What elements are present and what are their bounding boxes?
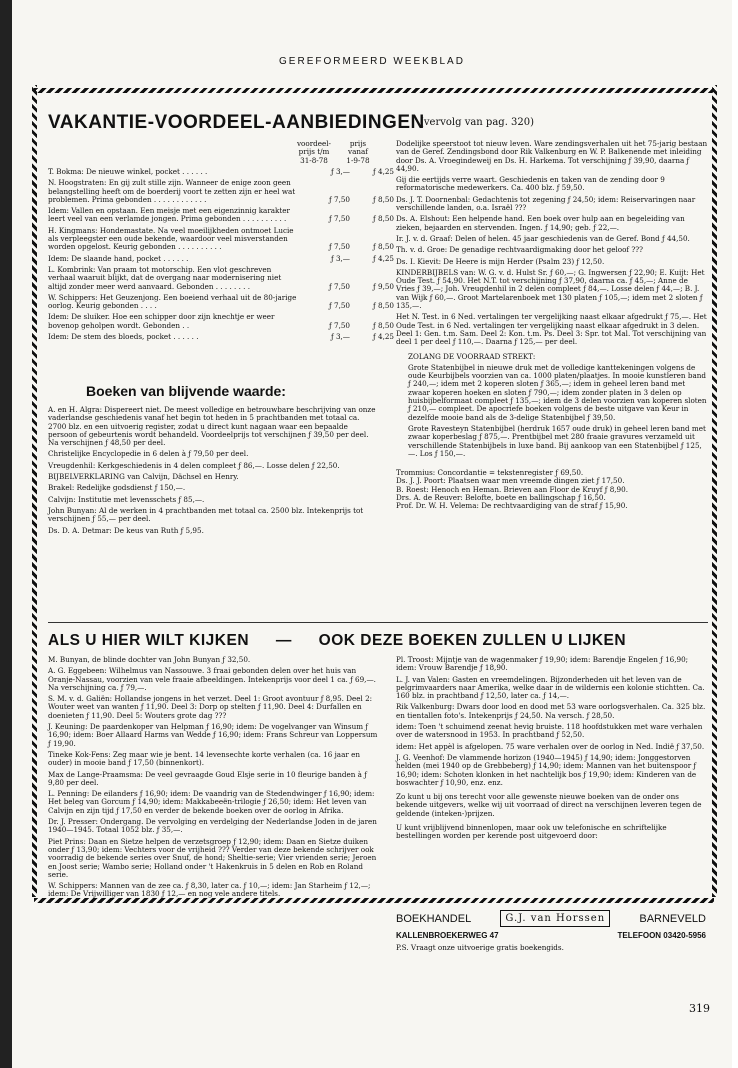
regular-price: ƒ 8,50 [373, 214, 394, 224]
offer-item [48, 266, 398, 291]
offer-price: ƒ 3,— [331, 332, 350, 342]
store-label: BOEKHANDEL [396, 912, 472, 925]
book-entry: Christelijke Encyclopedie in 6 delen à ƒ 79,50 per deel. [48, 449, 249, 459]
running-header: GEREFORMEERD WEEKBLAD [279, 56, 465, 67]
book-entry: Calvijn: Institutie met levensschets ƒ 85,—. [48, 494, 205, 504]
book-entry: Piet Prins: Daan en Sietze helpen de verzetsgroep ƒ 12,90; idem: Daan en Sietze duiken onder ƒ 13,90; idem: Vechters voor de vrijheid ??? Verder van deze bekende schrijver ook voorradig de bekende series over Snuf, de hond; Sheltie-serie; Vier vrienden serie; Jeroen en Joost serie; Wambo serie; Holland onder 't Hakenkruis in 5 delen en Rob en Roland serie. [48, 836, 377, 879]
book-entry: Tineke Kok-Fens: Zeg maar wie je bent. 14 levensechte korte verhalen (ca. 16 jaar en ouder) in mooie band ƒ 17,50 (binnenkort). [48, 749, 360, 768]
book-entry: L. J. van Valen: Gasten en vreemdelingen. Bijzonderheden uit het leven van de pelgrimvaarders naar Amerika, welke daar in de wildernis een kolonie stichtten. Ca. 160 blz. in prachtband ƒ 12,50, later ca. ƒ 14,—. [396, 674, 705, 701]
book-entry: S. M. v. d. Galiën: Hollandse jongens in het verzet. Deel 1: Groot avontuur ƒ 8,95. Deel 2: Wouter weet van wanten ƒ 11,90. Deel 3: Dorp op stelten ƒ 11,90. Deel 4: Durfallen en doenieten ƒ 11,90. Deel 5: Wouters grote dag ??? [48, 694, 373, 720]
price-header-offer: voordeel- prijs t/m 31-8-78 [297, 139, 331, 165]
book-entry: Ir. J. v. d. Graaf: Delen of helen. 45 jaar geschiedenis van de Geref. Bond ƒ 44,50. [396, 233, 690, 243]
book-entry: Max de Lange-Praamsma: De veel gevraagde Goud Elsje serie in 10 fleurige banden à ƒ 9,80 per deel. [48, 769, 367, 787]
page-title: VAKANTIE-VOORDEEL-AANBIEDINGEN [48, 112, 425, 133]
offer-text: W. Schippers: Het Geuzenjong. Een boeiend verhaal uit de 80-jarige oorlog. Keurig gebonden . . . . [48, 292, 297, 311]
stock-entry: Grote Ravesteyn Statenbijbel (herdruk 1657 oude druk) in geheel leren band met zwaar koperbeslag ƒ 875,—. Prentbijbel met 280 fraaie gravures verzameld uit verschillende Statenbijbels in luxe band. Bij aankoop van een Statenbijbel ƒ 125,—. Los ƒ 150,—. [408, 423, 706, 458]
book-entry: M. Bunyan, de blinde dochter van John Bunyan ƒ 32,50. [48, 655, 251, 664]
book-entry: Dr. J. Presser: Ondergang. De vervolging en verdelging der Nederlandse Joden in de jaren 1940—1945. Totaal 1052 blz. ƒ 35,—. [48, 817, 377, 835]
book-entry: Prof. Dr. W. H. Velema: De rechtvaardiging van de straf ƒ 15,90. [396, 501, 628, 511]
store-block [396, 910, 706, 952]
regular-price: ƒ 8,50 [373, 242, 394, 252]
binding-edge [0, 0, 12, 1068]
offer-price: ƒ 7,50 [329, 281, 350, 291]
book-entry: Ds. A. Elshout: Een helpende hand. Een boek over hulp aan en begeleiding van zieken, bejaarden en stervenden. Ingen. ƒ 14,90; geb. ƒ 22,—. [396, 214, 685, 232]
offer-item [48, 313, 398, 330]
section-heading-lasting: Boeken van blijvende waarde: [86, 383, 286, 399]
big-heading: ALS U HIER WILT KIJKEN — OOK DEZE BOEKEN ZULLEN U LIJKEN [48, 632, 627, 649]
stock-heading: ZOLANG DE VOORRAAD STREKT: [408, 351, 536, 361]
book-entry: Rik Valkenburg: Dwars door lood en dood met 53 ware oorlogsverhalen. Ca. 325 blz. en tientallen foto's. Intekenprijs ƒ 24,50. Na versch. ƒ 28,50. [396, 702, 706, 720]
page-number: 319 [689, 1002, 710, 1015]
book-entry: Gij die eertijds verre waart. Geschiedenis en taken van de zending door 9 reformatorische medewerkers. Ca. 400 blz. ƒ 59,50. [396, 175, 665, 193]
offer-price: ƒ 3,— [331, 167, 350, 176]
book-entry: Het N. Test. in 6 Ned. vertalingen ter vergelijking naast elkaar afgedrukt ƒ 75,—. Het Oude Test. in 6 Ned. vertalingen ter vergelijking naast elkaar afgedrukt in 3 delen. Deel 1: Gen. t.m. Sam. Deel 2: Kon. t.m. Ps. Deel 3: Spr. tot Mal. Tot verschijning van deel 1 per deel ƒ 110,—. Daarna ƒ 125,— per deel. [396, 312, 707, 347]
offer-price: ƒ 3,— [331, 253, 350, 263]
regular-price: ƒ 4,25 [373, 167, 394, 176]
book-entry: J. G. Veenhof: De vlammende horizon (1940—1945) ƒ 14,90; idem: Jonggestorven helden (mei 1940 op de Grebbeberg) ƒ 14,90; idem: Mannen van het buitenspoor ƒ 16,90; idem: Schoten klonken in het nachtelijk bos ƒ 19,90; idem: Kinderen van de boswachter ƒ 10,90, enz. enz. [396, 752, 697, 787]
book-entry: Ds. D. A. Detmar: De keus van Ruth ƒ 5,95. [48, 525, 204, 535]
offer-text: L. Kombrink: Van praam tot motorschip. Een vlot geschreven verhaal waaruit blijkt, dat de overgang naar modernisering niet altijd zonder meer werd aanvaard. Gebonden . . . . . . . . [48, 264, 282, 291]
offer-price: ƒ 7,50 [329, 214, 350, 224]
book-entry: J. Keuning: De paardenkoper van Helpman ƒ 16,90; idem: De vogelvanger van Winsum ƒ 16,90; idem: Boer Allaard Harms van Wedde ƒ 16,90; idem: Frans Schreur van Loppersum ƒ 19,90. [48, 722, 378, 748]
regular-price: ƒ 9,50 [373, 281, 394, 291]
offer-text: Idem: De sluiker. Hoe een schipper door zijn knechtje er weer bovenop geholpen wordt. Gebonden . . [48, 312, 275, 330]
closing-text: U kunt vrijblijvend binnenlopen, maar ook uw telefonische en schriftelijke bestellingen worden per kerende post uitgevoerd door: [396, 823, 667, 841]
store-phone: TELEFOON 03420-5956 [617, 931, 706, 940]
magazine-page [12, 0, 732, 1068]
store-address: KALLENBROEKERWEG 47 [396, 931, 499, 940]
regular-price: ƒ 8,50 [373, 301, 394, 311]
offer-list [48, 168, 398, 344]
book-entry: Ds. I. Kievit: De Heere is mijn Herder (Psalm 23) ƒ 12,50. [396, 256, 605, 266]
offer-item [48, 207, 398, 224]
book-entry: idem: Toen 't schuimend zeenat hevig bruiste. 118 hoofdstukken met ware verhalen over de watersnood in 1953. In prachtband ƒ 52,50. [396, 722, 703, 740]
book-entry: John Bunyan: Al de werken in 4 prachtbanden met totaal ca. 2500 blz. Intekenprijs tot verschijnen ƒ 55,— per deel. [48, 505, 364, 524]
book-entry: A. G. Eggebeen: Wilhelmus van Nassouwe. 3 fraai gebonden delen over het huis van Oranje-Nassau, voorzien van vele fraaie afbeeldingen. Intekenprijs voor deel 1 ca. ƒ 69,—. Na verschijning ca. ƒ 79,—. [48, 666, 376, 692]
offer-item [48, 168, 398, 176]
stock-entry: Grote Statenbijbel in nieuwe druk met de volledige kanttekeningen volgens de oude Keurbijbels voorzien van ca. 1000 platen/plaatjes. In mooie kunstleren band ƒ 240,—; idem met 2 koperen sloten ƒ 365,—; idem in geheel leren band met zwaar koperen hoeken en sloten ƒ 790,—; idem zonder platen in 3 delen op huisbijbelformaat compleet ƒ 135,—; idem de 3 delen voorzien van koperen sloten ƒ 210,— compleet. De apocriefe boeken volgens de beste uitgave van Keur in dezelfde mooie band als de 3-delige Statenbijbel ƒ 39,50. [408, 362, 707, 422]
left-border [32, 85, 37, 897]
bottom-left-list [48, 656, 378, 902]
offer-text: Idem: Vallen en opstaan. Een meisje met een eigenzinnig karakter leert veel van een verlamde jongen. Prima gebonden . . . . . . . . . . [48, 206, 290, 224]
offer-item [48, 227, 398, 252]
regular-price: ƒ 8,50 [373, 320, 394, 330]
offer-price: ƒ 7,50 [329, 301, 350, 311]
price-header-regular: prijs vanaf 1-9-78 [346, 139, 370, 165]
book-entry: idem: Het appèl is afgelopen. 75 ware verhalen over de oorlog in Ned. Indië ƒ 37,50. [396, 741, 705, 751]
bottom-right-list [396, 656, 708, 844]
store-logo: G.J. van Horssen [500, 910, 610, 927]
book-entry: KINDERBIJBELS van: W. G. v. d. Hulst Sr. ƒ 60,—; G. Ingwersen ƒ 22,90; E. Kuijt: Het Oude Test. ƒ 54,90. Het N.T. tot verschijning ƒ 37,90, daarna ca. ƒ 45,—; Anne de Vries ƒ 39,—; Joh. Vreugdenhil in 2 delen compleet ƒ 84,—. Losse delen ƒ 44,—; B. J. van Wijk ƒ 60,—. Groot Martelarenboek met 130 platen ƒ 105,—; idem met 2 sloten ƒ 135,—. [396, 267, 705, 311]
book-entry: Ds. J. J. Poort: Plaatsen waar men vreemde dingen ziet ƒ 17,50. [396, 476, 625, 486]
offer-text: N. Hoogstraten: En gij zult stille zijn. Wanneer de enige zoon geen belangstelling heeft om de boerderij voort te zetten zijn er heel wat problemen. Prima gebonden . . . . . . . . . . . . [48, 178, 296, 204]
book-entry: Trommius: Concordantie = tekstenregister ƒ 69,50. [396, 468, 584, 478]
offer-text: T. Bokma: De nieuwe winkel, pocket . . . . . . [48, 167, 208, 176]
book-entry: Th. v. d. Groe: De genadige rechtvaardigmaking door het geloof ??? [396, 245, 643, 255]
store-ps: P.S. Vraagt onze uitvoerige gratis boekengids. [396, 943, 564, 952]
regular-price: ƒ 8,50 [373, 194, 394, 204]
book-entry: Ds. J. T. Doornenbal: Gedachtenis tot zegening ƒ 24,50; idem: Reiservaringen naar verschillende landen, o.a. Israël ??? [396, 194, 696, 213]
book-entry: Dodelijke speerstoot tot nieuw leven. Ware zendingsverhalen uit het 75-jarig bestaan van de Geref. Zendingsbond door Rik Valkenburg en W. P. Balkenende met inleiding door Ds. A. Vroegindeweij en Ds. H. Harkema. Tot verschijning ƒ 39,90, daarna ƒ 44,90. [396, 139, 708, 173]
lasting-books-list [48, 406, 378, 538]
offer-item [48, 179, 398, 204]
book-entry: Vreugdenhil: Kerkgeschiedenis in 4 delen compleet ƒ 86,—. Losse delen ƒ 22,50. [48, 460, 340, 470]
book-entry: L. Penning: De eilanders ƒ 16,90; idem: De vaandrig van de Stedendwinger ƒ 16,90; idem: Het beleg van Gorcum ƒ 14,90; idem: Makkabeeën-trilogie ƒ 26,50; idem: Het leven van Calvijn en zijn tijd ƒ 17,50 en verder de bekende boeken over de oorlog in Afrika. [48, 789, 375, 815]
offer-text: Idem: De slaande hand, pocket . . . . . . [48, 253, 189, 263]
right-column-top [396, 140, 708, 511]
regular-price: ƒ 4,25 [373, 332, 394, 342]
book-entry: B. Roest: Henoch en Heman. Brieven aan Floor de Kruyf ƒ 8,90. [396, 484, 628, 494]
closing-text: Zo kunt u bij ons terecht voor alle gewenste nieuwe boeken van de onder ons bekende uitgevers, welke wij uit voorraad of direct na verschijnen leveren tegen de geldende (inteken-)prijzen. [396, 792, 702, 818]
book-entry: Pl. Troost: Mijntje van de wagenmaker ƒ 19,90; idem: Barendje Engelen ƒ 16,90; idem: Vrouw Barendje ƒ 18,90. [396, 655, 689, 673]
section-divider [48, 622, 708, 623]
title-continuation: (vervolg van pag. 320) [420, 117, 535, 128]
book-entry: A. en H. Algra: Dispereert niet. De meest volledige en betrouwbare beschrijving van onze vaderlandse geschiedenis vanaf het begin tot heden in 5 prachtbanden met totaal ca. 2700 blz. en een uitvoerig register, zodat u direct kunt nagaan waar een bepaalde persoon of gebeurtenis wordt behandeld. Voordeelprijs tot verschijnen ƒ 39,50 per deel. Na verschijnen ƒ 48,50 per deel. [48, 405, 376, 448]
offer-text: Idem: De stem des bloeds, pocket . . . . . . [48, 332, 199, 342]
offer-item [48, 255, 398, 263]
regular-price: ƒ 4,25 [373, 253, 394, 263]
book-entry: W. Schippers: Mannen van de zee ca. ƒ 8,30, later ca. ƒ 10,—; idem: Jan Starheim ƒ 12,—; idem: De Vrijwilliger van 1830 ƒ 12,— en nog vele andere titels. [48, 881, 371, 899]
offer-text: H. Kingmans: Hondemastate. Na veel moeilijkheden ontmoet Lucie als verpleegster een oude bekende, waardoor veel misverstanden worden opgelost. Keurig gebonden . . . . . . . . . . [48, 225, 294, 252]
store-town: BARNEVELD [639, 912, 706, 925]
offer-price: ƒ 7,50 [329, 194, 350, 204]
book-entry: Brakel: Redelijke godsdienst ƒ 150,—. [48, 483, 186, 493]
offer-item [48, 294, 398, 311]
right-border [712, 85, 717, 897]
book-entry: BIJBELVERKLARING van Calvijn, Dächsel en Henry. [48, 472, 239, 482]
book-entry: Drs. A. de Reuver: Belofte, boete en ballingschap ƒ 16,50. [396, 492, 606, 502]
offer-item [48, 333, 398, 341]
top-border [34, 88, 714, 93]
offer-price: ƒ 7,50 [329, 242, 350, 252]
offer-price: ƒ 7,50 [329, 320, 350, 330]
